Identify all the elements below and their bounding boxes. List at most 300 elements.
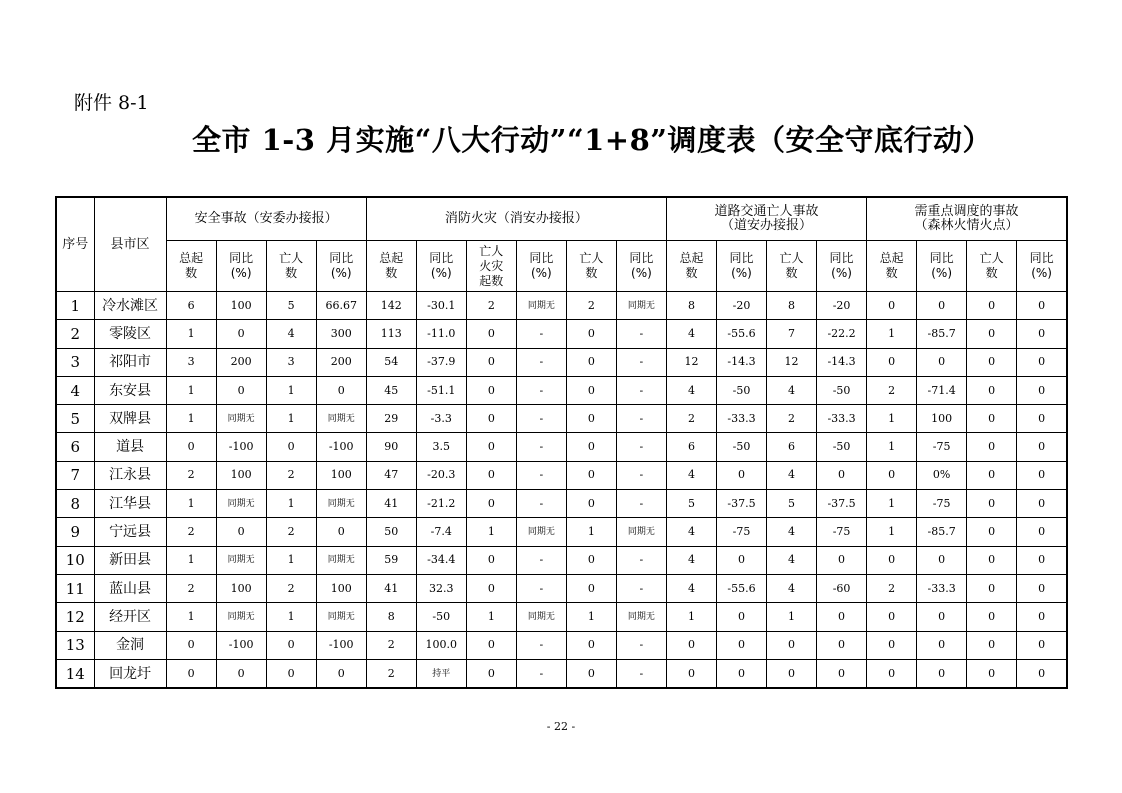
table-cell: 2 (666, 405, 716, 433)
table-cell: -14.3 (716, 348, 766, 376)
table-cell: 29 (366, 405, 416, 433)
subheader-cell: 总起 数 (666, 241, 716, 292)
header-index: 序号 (56, 197, 94, 292)
table-cell: 0 (716, 461, 766, 489)
table-cell: 4 (767, 518, 817, 546)
table-cell: 同期无 (516, 292, 566, 320)
attachment-label: 附件 8-1 (74, 92, 149, 114)
table-cell: - (516, 376, 566, 404)
table-cell: 2 (867, 376, 917, 404)
table-cell: 0 (266, 659, 316, 688)
table-cell: 1 (767, 603, 817, 631)
table-cell: 0 (1017, 603, 1067, 631)
table-cell: 0 (466, 574, 516, 602)
table-cell: -37.5 (716, 490, 766, 518)
table-cell: -55.6 (716, 320, 766, 348)
table-cell: -50 (416, 603, 466, 631)
table-cell: -75 (716, 518, 766, 546)
subheader-cell: 同比 (%) (817, 241, 867, 292)
table-cell: 0 (967, 461, 1017, 489)
table-cell: 0 (767, 659, 817, 688)
table-cell: 0 (566, 461, 616, 489)
table-cell: -11.0 (416, 320, 466, 348)
table-cell: 同期无 (616, 518, 666, 546)
table-cell: 1 (867, 433, 917, 461)
table-cell: 0 (967, 546, 1017, 574)
table-cell: 7 (767, 320, 817, 348)
table-cell: -3.3 (416, 405, 466, 433)
table-cell: -85.7 (917, 518, 967, 546)
table-cell: -7.4 (416, 518, 466, 546)
table-cell: 0 (817, 659, 867, 688)
table-cell: 8 (666, 292, 716, 320)
table-cell: 1 (867, 490, 917, 518)
table-row (56, 574, 1067, 602)
table-cell: 0 (967, 320, 1017, 348)
table-cell: 47 (366, 461, 416, 489)
table-cell: 2 (166, 574, 216, 602)
table-cell: 同期无 (216, 603, 266, 631)
row-index: 3 (56, 348, 94, 376)
table-cell: 0 (466, 433, 516, 461)
table-cell: 0 (466, 631, 516, 659)
row-index: 5 (56, 405, 94, 433)
header-row-groups (56, 197, 1067, 241)
table-cell: -100 (216, 433, 266, 461)
subheader-cell: 总起 数 (366, 241, 416, 292)
table-cell: -50 (716, 376, 766, 404)
table-cell: 0 (917, 546, 967, 574)
table-cell: 0 (566, 546, 616, 574)
table-cell: - (616, 433, 666, 461)
table-cell: 0 (1017, 546, 1067, 574)
table-cell: -34.4 (416, 546, 466, 574)
table-row (56, 603, 1067, 631)
table-cell: 4 (666, 546, 716, 574)
table-cell: 0 (967, 603, 1017, 631)
table-cell: 0 (466, 348, 516, 376)
table-cell: -20 (817, 292, 867, 320)
table-cell: 6 (666, 433, 716, 461)
table-cell: 41 (366, 490, 416, 518)
table-cell: -20.3 (416, 461, 466, 489)
table-cell: 2 (366, 659, 416, 688)
table-cell: 4 (666, 461, 716, 489)
table-cell: 0 (1017, 518, 1067, 546)
table-cell: 0 (867, 631, 917, 659)
table-row (56, 348, 1067, 376)
table-cell: 0 (967, 376, 1017, 404)
county-name: 零陵区 (94, 320, 166, 348)
subheader-cell: 同比 (%) (316, 241, 366, 292)
row-index: 11 (56, 574, 94, 602)
table-cell: 4 (666, 320, 716, 348)
table-cell: - (616, 490, 666, 518)
table-cell: 300 (316, 320, 366, 348)
table-cell: 0% (917, 461, 967, 489)
county-name: 江永县 (94, 461, 166, 489)
table-cell: 同期无 (216, 490, 266, 518)
table-cell: 1 (166, 603, 216, 631)
table-cell: 0 (967, 574, 1017, 602)
subheader-cell: 亡人 数 (266, 241, 316, 292)
table-cell: 3 (166, 348, 216, 376)
table-cell: 0 (566, 574, 616, 602)
table-row (56, 405, 1067, 433)
table-cell: 66.67 (316, 292, 366, 320)
table-cell: -50 (817, 433, 867, 461)
table-cell: 45 (366, 376, 416, 404)
table-cell: 0 (867, 461, 917, 489)
county-name: 江华县 (94, 490, 166, 518)
table-cell: - (516, 574, 566, 602)
table-cell: 同期无 (516, 603, 566, 631)
table-cell: 0 (1017, 292, 1067, 320)
table-cell: 1 (266, 405, 316, 433)
table-cell: -51.1 (416, 376, 466, 404)
table-cell: 100 (316, 574, 366, 602)
table-cell: 1 (166, 546, 216, 574)
table-cell: 0 (216, 320, 266, 348)
row-index: 12 (56, 603, 94, 631)
table-cell: 2 (166, 518, 216, 546)
table-cell: 1 (466, 603, 516, 631)
table-cell: 100 (216, 461, 266, 489)
header-group-safety: 安全事故（安委办接报） (166, 197, 366, 241)
table-cell: - (516, 546, 566, 574)
table-cell: 32.3 (416, 574, 466, 602)
row-index: 2 (56, 320, 94, 348)
table-cell: 1 (566, 518, 616, 546)
table-cell: -14.3 (817, 348, 867, 376)
row-index: 6 (56, 433, 94, 461)
table-cell: 5 (666, 490, 716, 518)
table-cell: -75 (917, 433, 967, 461)
table-row (56, 659, 1067, 688)
table-cell: 90 (366, 433, 416, 461)
table-cell: 1 (266, 490, 316, 518)
table-cell: 0 (1017, 405, 1067, 433)
table-cell: -22.2 (817, 320, 867, 348)
table-cell: 0 (566, 631, 616, 659)
row-index: 14 (56, 659, 94, 688)
table-cell: 0 (967, 659, 1017, 688)
table-cell: 1 (166, 320, 216, 348)
table-cell: 142 (366, 292, 416, 320)
county-name: 东安县 (94, 376, 166, 404)
table-row (56, 320, 1067, 348)
page-title: 全市 1-3 月实施“八大行动”“1+8”调度表（安全守底行动） (192, 123, 992, 157)
table-cell: 54 (366, 348, 416, 376)
table-cell: 59 (366, 546, 416, 574)
table-cell: 0 (817, 631, 867, 659)
table-cell: -37.9 (416, 348, 466, 376)
row-index: 4 (56, 376, 94, 404)
county-name: 祁阳市 (94, 348, 166, 376)
table-cell: 同期无 (616, 603, 666, 631)
table-cell: 0 (917, 603, 967, 631)
table-cell: 0 (917, 631, 967, 659)
table-cell: 0 (917, 292, 967, 320)
table-cell: 0 (1017, 320, 1067, 348)
table-cell: 113 (366, 320, 416, 348)
table-cell: 4 (666, 518, 716, 546)
subheader-cell: 亡人 数 (767, 241, 817, 292)
table-cell: 0 (967, 348, 1017, 376)
table-cell: 0 (967, 631, 1017, 659)
table-cell: 0 (917, 348, 967, 376)
table-cell: 0 (566, 376, 616, 404)
table-row (56, 461, 1067, 489)
subheader-cell: 同比 (%) (716, 241, 766, 292)
table-cell: 0 (917, 659, 967, 688)
table-cell: 0 (967, 405, 1017, 433)
table-cell: 0 (566, 405, 616, 433)
table-cell: -30.1 (416, 292, 466, 320)
header-group-fire: 消防火灾（消安办接报） (366, 197, 666, 241)
table-cell: 6 (166, 292, 216, 320)
table-cell: 同期无 (316, 603, 366, 631)
table-row (56, 433, 1067, 461)
county-name: 冷水滩区 (94, 292, 166, 320)
table-cell: 0 (817, 546, 867, 574)
table-cell: 6 (767, 433, 817, 461)
table-cell: 2 (466, 292, 516, 320)
subheader-cell: 同比 (%) (917, 241, 967, 292)
table-row (56, 546, 1067, 574)
row-index: 7 (56, 461, 94, 489)
table-cell: 4 (666, 574, 716, 602)
table-cell: 0 (666, 631, 716, 659)
table-cell: 同期无 (516, 518, 566, 546)
table-cell: 0 (867, 659, 917, 688)
page-number: - 22 - (546, 720, 576, 733)
table-cell: - (616, 574, 666, 602)
table-cell: 0 (216, 518, 266, 546)
table-cell: 2 (867, 574, 917, 602)
table-cell: 0 (1017, 348, 1067, 376)
county-name: 双牌县 (94, 405, 166, 433)
table-cell: 100 (216, 292, 266, 320)
county-name: 道县 (94, 433, 166, 461)
table-cell: 0 (1017, 461, 1067, 489)
table-cell: 100 (316, 461, 366, 489)
table-cell: -50 (817, 376, 867, 404)
table-cell: -100 (316, 631, 366, 659)
table-cell: - (516, 405, 566, 433)
table-cell: 0 (216, 376, 266, 404)
table-cell: - (616, 659, 666, 688)
table-cell: -20 (716, 292, 766, 320)
table-cell: -33.3 (817, 405, 867, 433)
table-cell: 0 (316, 659, 366, 688)
table-cell: - (516, 490, 566, 518)
table-cell: 1 (666, 603, 716, 631)
header-county: 县市区 (94, 197, 166, 292)
table-cell: - (516, 433, 566, 461)
table-cell: -33.3 (917, 574, 967, 602)
table-cell: 1 (166, 376, 216, 404)
county-name: 蓝山县 (94, 574, 166, 602)
table-cell: 4 (767, 376, 817, 404)
table-cell: - (616, 461, 666, 489)
table-cell: 0 (1017, 574, 1067, 602)
table-cell: 同期无 (316, 490, 366, 518)
table-cell: 0 (266, 631, 316, 659)
county-name: 新田县 (94, 546, 166, 574)
table-cell: 0 (316, 518, 366, 546)
county-name: 经开区 (94, 603, 166, 631)
table-cell: 0 (466, 490, 516, 518)
table-cell: 2 (266, 574, 316, 602)
table-cell: 100 (216, 574, 266, 602)
table-cell: 0 (967, 292, 1017, 320)
table-cell: 0 (716, 603, 766, 631)
table-cell: 2 (366, 631, 416, 659)
table-cell: -100 (216, 631, 266, 659)
table-cell: 0 (716, 659, 766, 688)
table-cell: 同期无 (316, 405, 366, 433)
table-row (56, 490, 1067, 518)
subheader-cell: 同比 (%) (616, 241, 666, 292)
table-cell: 0 (266, 433, 316, 461)
table-cell: - (616, 348, 666, 376)
table-cell: -71.4 (917, 376, 967, 404)
table-cell: 0 (466, 376, 516, 404)
table-cell: 1 (166, 405, 216, 433)
table-cell: 8 (767, 292, 817, 320)
table-cell: 0 (716, 631, 766, 659)
table-cell: 0 (1017, 659, 1067, 688)
table-row (56, 518, 1067, 546)
table-cell: 1 (867, 405, 917, 433)
subheader-cell: 亡人 数 (566, 241, 616, 292)
table-cell: 2 (266, 518, 316, 546)
header-row-sub (56, 241, 1067, 292)
table-cell: 1 (466, 518, 516, 546)
table-cell: 2 (266, 461, 316, 489)
table-cell: 1 (266, 603, 316, 631)
table-cell: 1 (867, 518, 917, 546)
table-cell: 0 (566, 490, 616, 518)
table-cell: 5 (266, 292, 316, 320)
table-cell: 0 (566, 659, 616, 688)
row-index: 8 (56, 490, 94, 518)
table-cell: 0 (867, 546, 917, 574)
table-cell: 41 (366, 574, 416, 602)
table-cell: 1 (266, 546, 316, 574)
table-cell: 0 (967, 518, 1017, 546)
table-cell: 0 (316, 376, 366, 404)
table-cell: -55.6 (716, 574, 766, 602)
table-cell: 0 (566, 433, 616, 461)
table-cell: 2 (166, 461, 216, 489)
table-cell: 0 (1017, 490, 1067, 518)
table-cell: -21.2 (416, 490, 466, 518)
subheader-cell: 同比 (%) (416, 241, 466, 292)
row-index: 9 (56, 518, 94, 546)
table-cell: 0 (566, 348, 616, 376)
subheader-cell: 同比 (%) (216, 241, 266, 292)
table-cell: 50 (366, 518, 416, 546)
table-cell: 0 (466, 546, 516, 574)
table-cell: 2 (566, 292, 616, 320)
table-cell: -75 (817, 518, 867, 546)
county-name: 宁远县 (94, 518, 166, 546)
table-cell: 0 (1017, 433, 1067, 461)
table-cell: - (616, 405, 666, 433)
table-cell: 0 (566, 320, 616, 348)
table-cell: 1 (867, 320, 917, 348)
table-cell: 12 (767, 348, 817, 376)
dispatch-table (55, 196, 1068, 689)
table-cell: - (516, 348, 566, 376)
subheader-cell: 亡人 火灾 起数 (466, 241, 516, 292)
table-cell: 4 (767, 546, 817, 574)
table-cell: 0 (166, 659, 216, 688)
table-cell: 同期无 (216, 405, 266, 433)
table-cell: 4 (767, 461, 817, 489)
table-cell: 4 (266, 320, 316, 348)
table-cell: 4 (666, 376, 716, 404)
table-cell: 200 (316, 348, 366, 376)
subheader-cell: 亡人 数 (967, 241, 1017, 292)
table-cell: 0 (767, 631, 817, 659)
table-cell: -100 (316, 433, 366, 461)
table-cell: 0 (817, 461, 867, 489)
table-cell: 2 (767, 405, 817, 433)
table-cell: 1 (566, 603, 616, 631)
header-group-forest: 需重点调度的事故 （森林火情火点） (867, 197, 1067, 241)
table-cell: -50 (716, 433, 766, 461)
table-row (56, 376, 1067, 404)
table-row (56, 631, 1067, 659)
county-name: 金洞 (94, 631, 166, 659)
row-index: 10 (56, 546, 94, 574)
table-cell: - (516, 659, 566, 688)
table-cell: 0 (466, 405, 516, 433)
table-cell: 同期无 (316, 546, 366, 574)
table-cell: 0 (216, 659, 266, 688)
table-cell: 0 (867, 603, 917, 631)
table-cell: 0 (817, 603, 867, 631)
table-cell: 3.5 (416, 433, 466, 461)
table-cell: 8 (366, 603, 416, 631)
table-cell: 同期无 (616, 292, 666, 320)
table-cell: - (616, 631, 666, 659)
subheader-cell: 总起 数 (166, 241, 216, 292)
table-cell: -37.5 (817, 490, 867, 518)
table-cell: 同期无 (216, 546, 266, 574)
table-cell: 0 (967, 490, 1017, 518)
table-cell: 1 (166, 490, 216, 518)
county-name: 回龙圩 (94, 659, 166, 688)
subheader-cell: 总起 数 (867, 241, 917, 292)
table-cell: 0 (967, 433, 1017, 461)
table-cell: 0 (716, 546, 766, 574)
table-cell: 5 (767, 490, 817, 518)
table-cell: 0 (666, 659, 716, 688)
row-index: 1 (56, 292, 94, 320)
table-cell: 0 (867, 348, 917, 376)
table-cell: 0 (166, 631, 216, 659)
table-cell: 0 (466, 320, 516, 348)
table-cell: -60 (817, 574, 867, 602)
table-cell: 3 (266, 348, 316, 376)
subheader-cell: 同比 (%) (1017, 241, 1067, 292)
table-cell: 1 (266, 376, 316, 404)
table-cell: 100.0 (416, 631, 466, 659)
